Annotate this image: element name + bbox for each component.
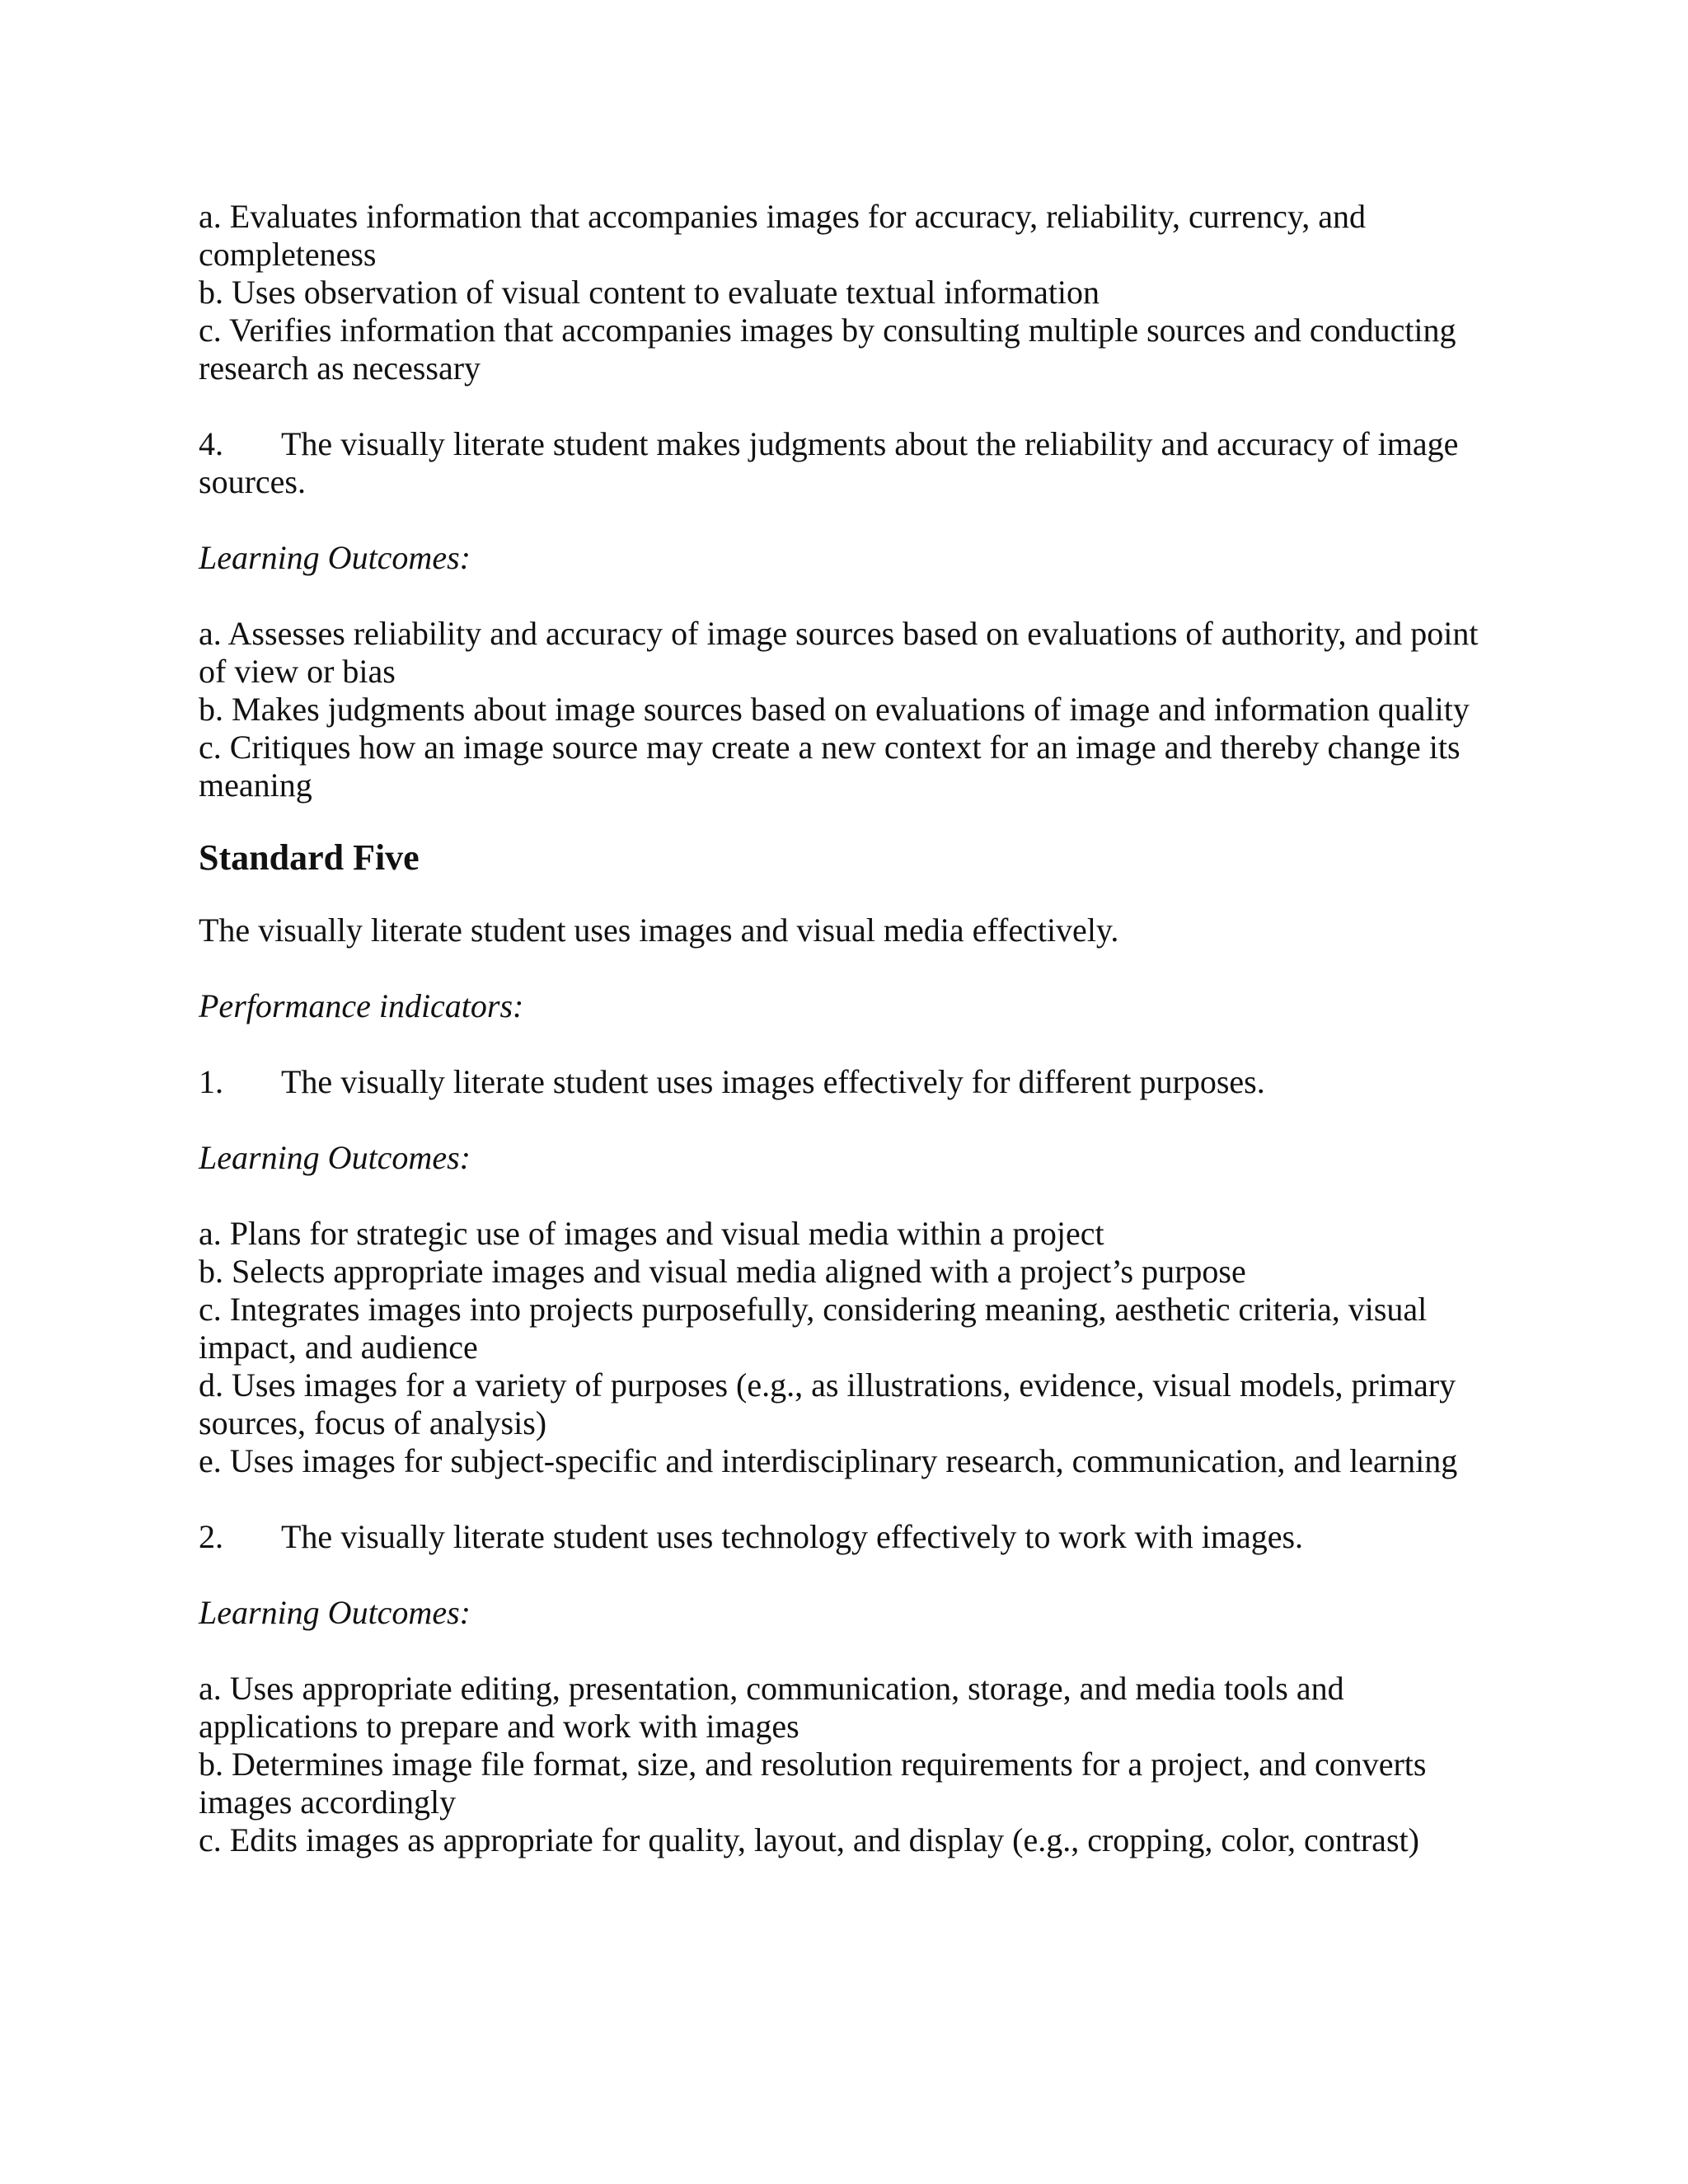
outcomes-list-indicator-4 [199,615,1501,804]
outcome-item: a. Plans for strategic use of images and visual media within a project [199,1215,1104,1252]
outcome-item: c. Critiques how an image source may create a new context for an image and thereby change its [199,729,1461,766]
outcomes-list-continued [199,198,1501,387]
indicator-number: 4. [199,425,223,462]
outcome-item-cont: sources, focus of analysis) [199,1404,547,1441]
performance-indicator-2 [199,1518,1501,1556]
outcome-item: a. Uses appropriate editing, presentation, communication, storage, and media tools and [199,1670,1344,1707]
outcome-item-cont: of view or bias [199,653,396,690]
indicator-number: 2. [199,1518,223,1555]
outcome-item-cont: research as necessary [199,349,481,387]
indicator-text: The visually literate student uses images effectively for different purposes. [281,1063,1265,1100]
performance-indicator-4 [199,425,1501,501]
outcome-item-cont: completeness [199,236,377,273]
outcome-item-cont: meaning [199,766,312,804]
outcome-item: c. Integrates images into projects purposefully, considering meaning, aesthetic criteria, visual [199,1291,1428,1328]
document-body [199,198,1501,1859]
learning-outcomes-label: Learning Outcomes: [199,1139,471,1176]
outcomes-list-indicator-1 [199,1215,1501,1480]
outcome-item-cont: images accordingly [199,1783,457,1821]
performance-indicators-label: Performance indicators: [199,987,524,1024]
outcome-item: c. Edits images as appropriate for quality, layout, and display (e.g., cropping, color, contrast) [199,1821,1419,1858]
outcome-item: b. Determines image file format, size, and resolution requirements for a project, and converts [199,1746,1427,1783]
outcome-item: d. Uses images for a variety of purposes (e.g., as illustrations, evidence, visual models, primary [199,1366,1456,1404]
learning-outcomes-label: Learning Outcomes: [199,1594,471,1631]
performance-indicator-1 [199,1063,1501,1101]
section-heading: Standard Five [199,837,420,878]
indicator-number: 1. [199,1063,223,1100]
outcome-item: a. Assesses reliability and accuracy of image sources based on evaluations of authority, and point [199,615,1479,652]
outcome-item: c. Verifies information that accompanies images by consulting multiple sources and conducting [199,312,1456,349]
indicator-text: The visually literate student makes judgments about the reliability and accuracy of image [281,425,1459,462]
indicator-line [199,425,1501,463]
outcome-item-cont: applications to prepare and work with images [199,1708,799,1745]
outcomes-list-indicator-2 [199,1670,1501,1859]
indicator-text-cont: sources. [199,463,306,500]
indicator-text: The visually literate student uses technology effectively to work with images. [281,1518,1304,1555]
outcome-item: e. Uses images for subject-specific and interdisciplinary research, communication, and learning [199,1442,1458,1479]
outcome-item: b. Makes judgments about image sources based on evaluations of image and information quality [199,691,1470,728]
outcome-item: b. Selects appropriate images and visual media aligned with a project’s purpose [199,1253,1246,1290]
outcome-item-cont: impact, and audience [199,1329,478,1366]
outcome-item: b. Uses observation of visual content to evaluate textual information [199,274,1100,311]
learning-outcomes-label: Learning Outcomes: [199,539,471,576]
outcome-item: a. Evaluates information that accompanies images for accuracy, reliability, currency, and [199,198,1367,235]
standard-statement: The visually literate student uses images and visual media effectively. [199,912,1119,949]
